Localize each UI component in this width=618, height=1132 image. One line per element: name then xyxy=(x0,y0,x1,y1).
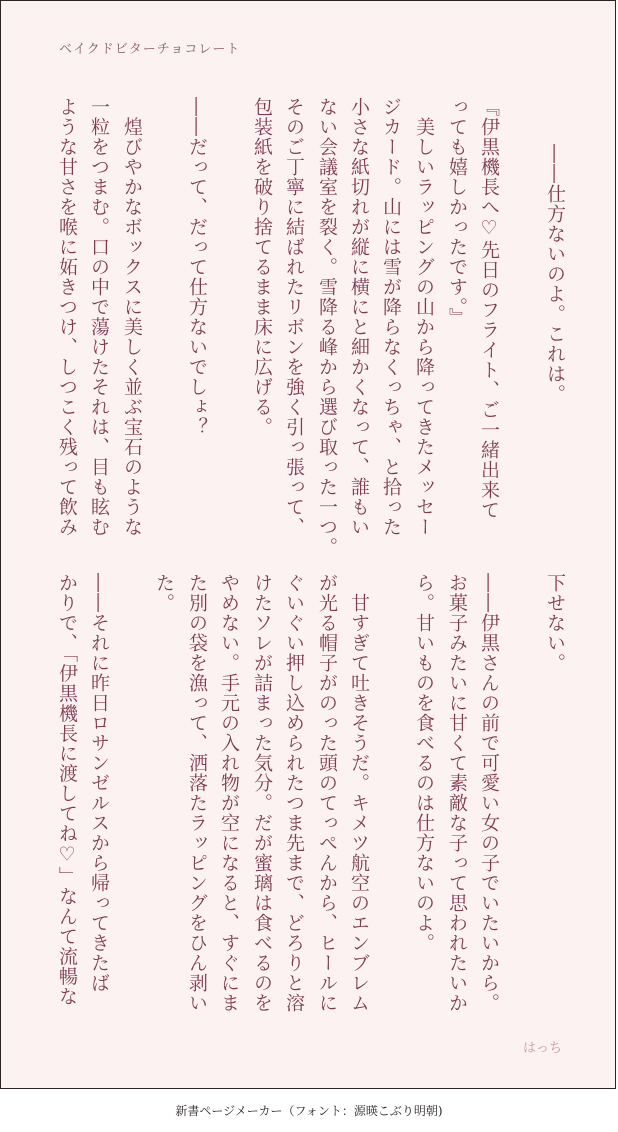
text-column: ジカード。山には雪が降らなくっちゃ、と拾った xyxy=(380,97,402,537)
text-column: ――伊黒さんの前で可愛い女の子でいたいから。 xyxy=(478,573,500,1013)
text-column: 一粒をつまむ。口の中で蕩けたそれは、目も眩む xyxy=(88,97,110,537)
text-column: 『伊黒機長へ♡先日のフライト、ご一緒出来て xyxy=(478,97,500,520)
text-column: ――それに昨日ロサンゼルスから帰ってきたば xyxy=(88,573,110,993)
text-column: 小さな紙切れが縦に横にと細かくなって、誰もい xyxy=(348,97,370,537)
text-column: た別の袋を漁って、洒落たラッピングをひん剥い xyxy=(186,573,208,1013)
text-column: ような甘さを喉に妬きつけ、しつこく残って飲み xyxy=(56,97,78,537)
text-column: ぐいぐい押し込められたつま先まで、どろりと溶 xyxy=(283,573,305,1013)
text-column: ら。甘いものを食べるのは仕方ないのよ。 xyxy=(413,573,435,953)
text-column: が光る帽子がのった頭のてっぺんから、ヒールに xyxy=(316,573,338,1013)
text-column: ない会議室を裂く。雪降る峰から選び取った一つ。 xyxy=(316,97,338,557)
text-column: た。 xyxy=(153,573,175,613)
book-title: ベイクドビターチョコレート xyxy=(59,42,241,57)
text-column: 甘すぎて吐きそうだ。キメツ航空のエンブレム xyxy=(348,573,370,1013)
text-column: やめない。手元の入れ物が空になると、すぐにま xyxy=(218,573,240,1013)
author-name: はっち xyxy=(523,1041,563,1056)
text-column: 下せない。 xyxy=(544,573,566,673)
text-column: 美しいラッピングの山から降ってきたメッセー xyxy=(413,97,435,537)
text-column: けたソレが詰まった気分。だが蜜璃は食べるのを xyxy=(251,573,273,1013)
text-column: っても嬉しかったです。』 xyxy=(446,97,468,328)
text-column: ――だって、だって仕方ないでしょ？ xyxy=(186,97,208,437)
footer-caption: 新書ページメーカー（フォント：源暎こぶり明朝) xyxy=(175,1104,443,1118)
text-column: かりで、「伊黒機長に渡してね♡」なんて流暢な xyxy=(56,573,78,1007)
text-column: ――仕方ないのよ。これは。 xyxy=(544,144,566,404)
text-column: そのご丁寧に結ばれたリボンを強く引っ張って、 xyxy=(283,97,305,537)
text-column: 包装紙を破り捨てるまま床に広げる。 xyxy=(251,97,273,437)
text-column: お菓子みたいに甘くて素敵な子って思われたいか xyxy=(446,573,468,1013)
text-column: 煌びやかなボックスに美しく並ぶ宝石のような xyxy=(121,97,143,537)
